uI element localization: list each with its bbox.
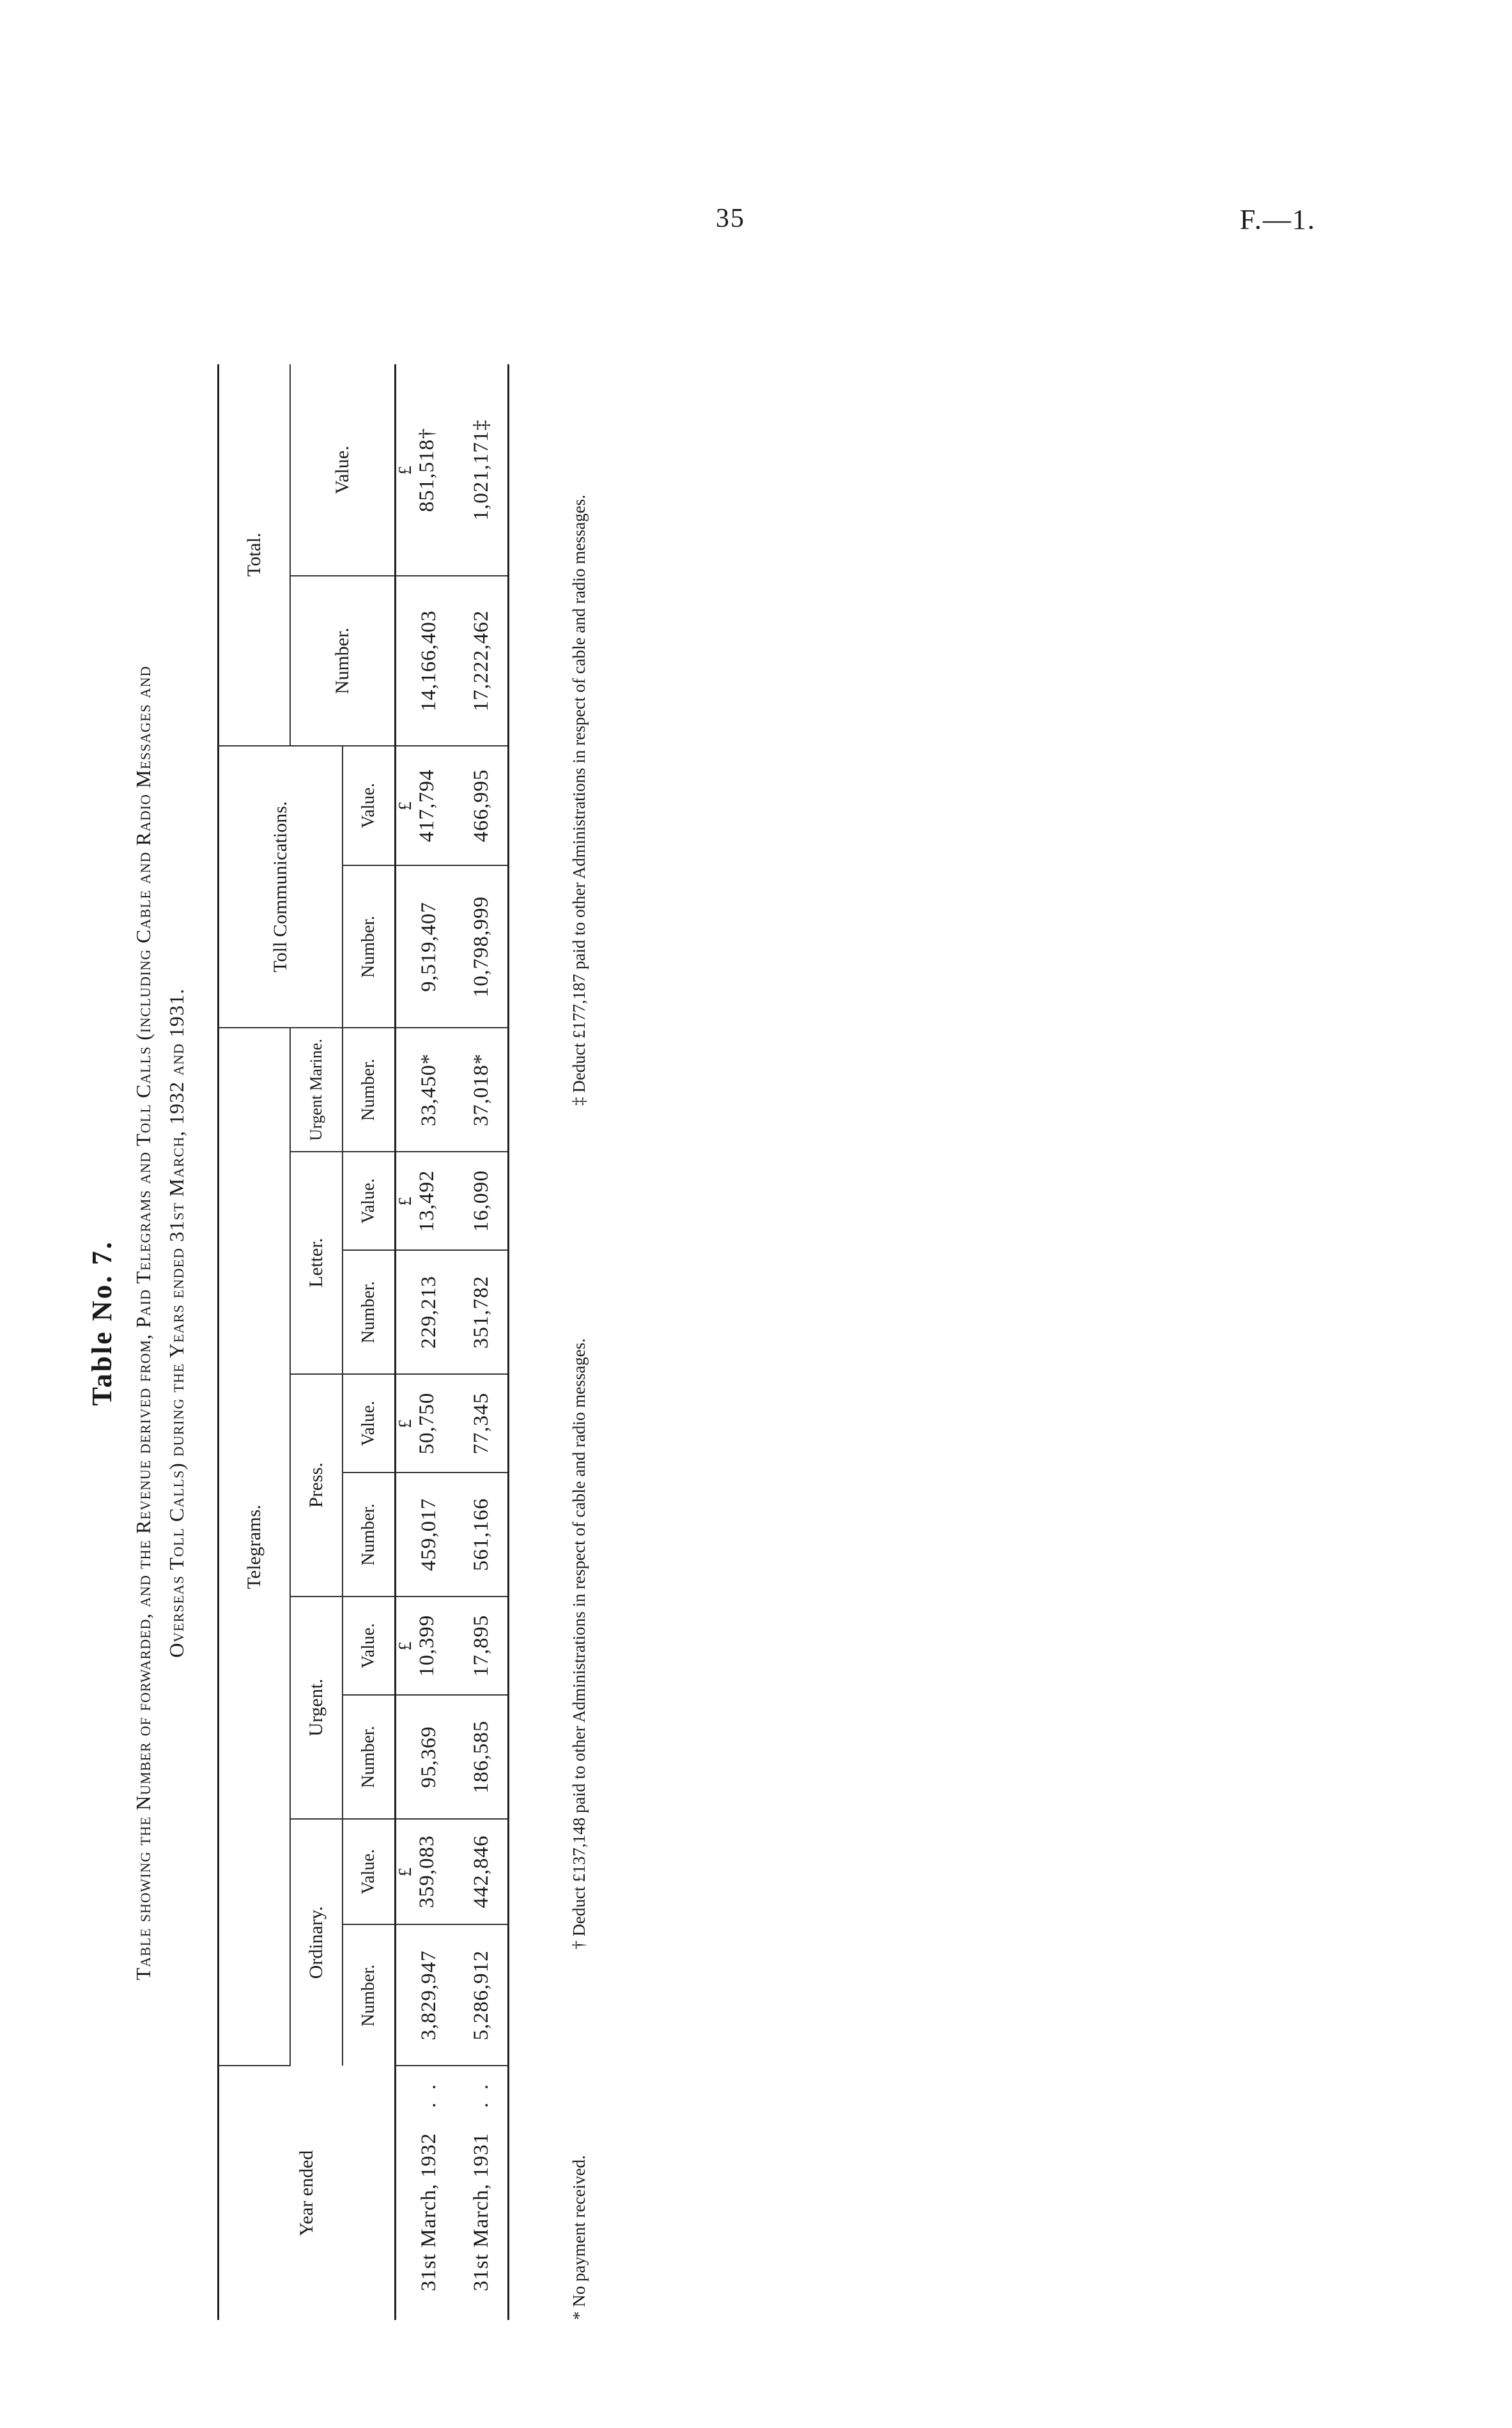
toll-number-cell: 10,798,999: [455, 865, 509, 1028]
ordinary-value-cell: 442,846: [455, 1819, 509, 1925]
header-total-value: Value.: [290, 364, 396, 576]
total-value-cell: [396, 364, 456, 576]
footnote-dagger: † Deduct £137,148 paid to other Administrations in respect of cable and radio messages.: [569, 1338, 589, 1949]
urgent-value: 10,399: [415, 1614, 438, 1677]
urgent-marine-number-cell: 33,450*: [396, 1028, 456, 1151]
document-id: F.—1.: [1240, 204, 1316, 235]
revenue-table: [217, 364, 509, 2320]
toll-value: 417,794: [415, 769, 438, 842]
header-total: Total.: [219, 364, 291, 746]
header-toll-number: Number.: [343, 865, 396, 1028]
pound-sign: £: [395, 1418, 415, 1428]
year-cell: [396, 2066, 456, 2320]
press-number-cell: 561,166: [455, 1473, 509, 1596]
header-urgent: Urgent.: [290, 1597, 343, 1819]
header-ordinary-value: Value.: [343, 1819, 396, 1925]
header-urgent-marine: Urgent Marine.: [290, 1028, 343, 1151]
letter-value: 13,492: [415, 1170, 438, 1232]
ordinary-number-cell: 5,286,912: [455, 1924, 509, 2066]
press-value-cell: 77,345: [455, 1374, 509, 1473]
caption-line-1: Table showing the Number of forwarded, and the Revenue derived from, Paid Telegrams and Toll Calls (including Cable and Radio Messages and: [132, 665, 155, 1981]
header-letter-value: Value.: [343, 1152, 396, 1251]
urgent-value-cell: [396, 1597, 456, 1696]
urgent-number-cell: 186,585: [455, 1695, 509, 1818]
ordinary-number-cell: 3,829,947: [396, 1924, 456, 2066]
press-number-cell: 459,017: [396, 1473, 456, 1596]
table-row: [455, 364, 509, 2320]
letter-value-cell: 16,090: [455, 1152, 509, 1251]
rotated-table-block: [83, 300, 607, 2346]
table-caption: [127, 300, 197, 2346]
header-urgent-value: Value.: [343, 1597, 396, 1696]
letter-number-cell: 229,213: [396, 1250, 456, 1373]
caption-line-2: Overseas Toll Calls) during the Years ended 31st March, 1932 and 1931.: [165, 988, 188, 1658]
urgent-marine-number-cell: 37,018*: [455, 1028, 509, 1151]
pound-sign: £: [395, 800, 415, 810]
press-value-cell: [396, 1374, 456, 1473]
footnote-double-dagger: ‡ Deduct £177,187 paid to other Administrations in respect of cable and radio messages.: [569, 494, 589, 1106]
letter-number-cell: 351,782: [455, 1250, 509, 1373]
pound-sign: £: [395, 1641, 415, 1651]
toll-value-cell: [396, 746, 456, 866]
header-press-value: Value.: [343, 1374, 396, 1473]
header-year-ended: Year ended: [219, 2066, 396, 2320]
press-value: 50,750: [415, 1392, 438, 1455]
pound-sign: £: [395, 1196, 415, 1206]
header-press-number: Number.: [343, 1473, 396, 1596]
header-urgent-number: Number.: [343, 1695, 396, 1818]
header-toll-value: Value.: [343, 746, 396, 866]
header-letter: Letter.: [290, 1152, 343, 1374]
header-letter-number: Number.: [343, 1250, 396, 1373]
ordinary-value: 359,083: [415, 1835, 438, 1908]
header-toll-communications: Toll Communications.: [219, 746, 343, 1028]
header-ordinary: Ordinary.: [290, 1819, 343, 2066]
header-telegrams: Telegrams.: [219, 1028, 291, 2066]
year-label: 31st March, 1932: [417, 2133, 440, 2291]
total-value-cell: 1,021,171‡: [455, 364, 509, 576]
total-value: 851,518†: [415, 428, 438, 513]
table-row: [396, 364, 456, 2320]
toll-number-cell: 9,519,407: [396, 865, 456, 1028]
toll-value-cell: 466,995: [455, 746, 509, 866]
year-label: 31st March, 1931: [469, 2133, 493, 2291]
urgent-number-cell: 95,369: [396, 1695, 456, 1818]
header-total-number: Number.: [290, 576, 396, 745]
page-number: 35: [716, 204, 745, 233]
letter-value-cell: [396, 1152, 456, 1251]
header-press: Press.: [290, 1374, 343, 1597]
table-title: Table No. 7.: [86, 1240, 118, 1406]
total-number-cell: 14,166,403: [396, 576, 456, 745]
total-number-cell: 17,222,462: [455, 576, 509, 745]
urgent-value-cell: 17,895: [455, 1597, 509, 1696]
header-urgent-marine-number: Number.: [343, 1028, 396, 1151]
header-ordinary-number: Number.: [359, 1964, 378, 2027]
ordinary-value-cell: [396, 1819, 456, 1925]
pound-sign: £: [395, 465, 415, 475]
pound-sign: £: [395, 1867, 415, 1877]
footnote-no-payment: * No payment received.: [569, 2155, 589, 2320]
leader-dots: . .: [417, 2080, 440, 2108]
year-cell: [455, 2066, 509, 2320]
leader-dots: . .: [469, 2080, 493, 2108]
